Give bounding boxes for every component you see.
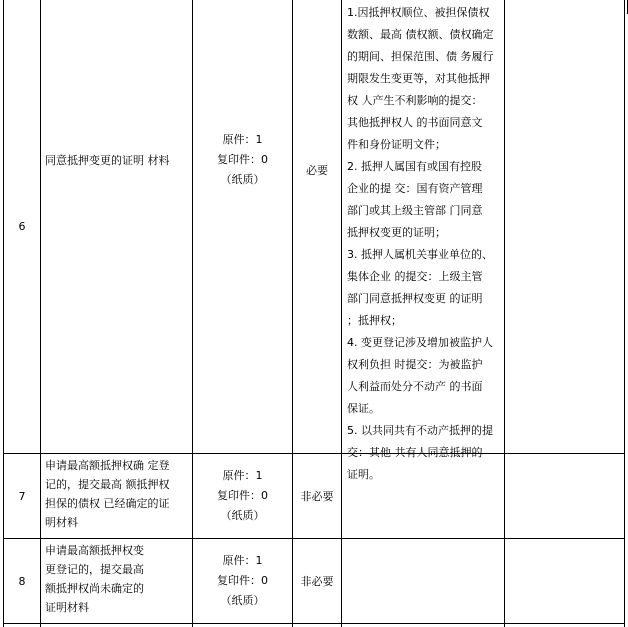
requirement-note: 4. 变更登记涉及增加被监护人 权利负担 时提交：为被监护 人利益而处分不动产 的书面 保证。	[347, 336, 493, 415]
material-name-text: 申请最高额抵押权确 定登 记的，提交最高 额抵押权 担保的债权 已经确定的证 明材料	[45, 459, 170, 529]
row-number: 6	[18, 220, 26, 233]
table-border-bottom	[3, 623, 625, 624]
requirement-note: 5. 以共同共有不动产抵押的提 交：其他 共有人同意抵押的 证明。	[347, 424, 493, 481]
material-name	[41, 0, 192, 320]
material-name-text: 申请最高额抵押权变 更登记的，提交最高 额抵押权尚未确定的 证明材料	[45, 544, 144, 614]
table-border-right	[624, 0, 625, 627]
copies-text: 原件：1 复印件：0 （纸质）	[217, 554, 268, 607]
required-flag: 必要	[306, 164, 328, 177]
requirement-note: 3. 抵押人属机关事业单位的、 集体企业 的提交：上级主管 部门同意抵押权变更 的证明 ；抵押权；	[347, 248, 493, 327]
copies-cell	[193, 539, 292, 623]
material-name	[41, 541, 192, 623]
requirement-note: 2. 抵押人属国有或国有控股 企业的提 交：国有资产管理 部门或其上级主管部 门同意 抵押权变更的证明；	[347, 160, 483, 239]
row-number: 7	[18, 489, 26, 503]
column-divider	[504, 0, 505, 627]
row-number: 8	[18, 574, 26, 588]
material-name	[41, 456, 192, 538]
copies-text: 原件：1 复印件：0 （纸质）	[217, 133, 268, 186]
required-flag: 非必要	[300, 490, 334, 503]
copies-text: 原件：1 复印件：0 （纸质）	[217, 469, 268, 522]
material-name-text: 同意抵押变更的证明 材料	[45, 153, 170, 167]
required-flag: 非必要	[300, 575, 334, 588]
copies-cell	[193, 454, 292, 538]
copies-cell	[193, 110, 292, 210]
requirement-notes	[342, 2, 504, 481]
requirement-note: 1.因抵押权顺位、被担保债权 数额、最高 债权额、债权确定 的期间、担保范围、债 务履行 期限发生变更等，对其他抵押 权 人产生不利影响的提交： 其他抵押权人 的书面同意文 件和身份证明文件；	[347, 6, 494, 151]
